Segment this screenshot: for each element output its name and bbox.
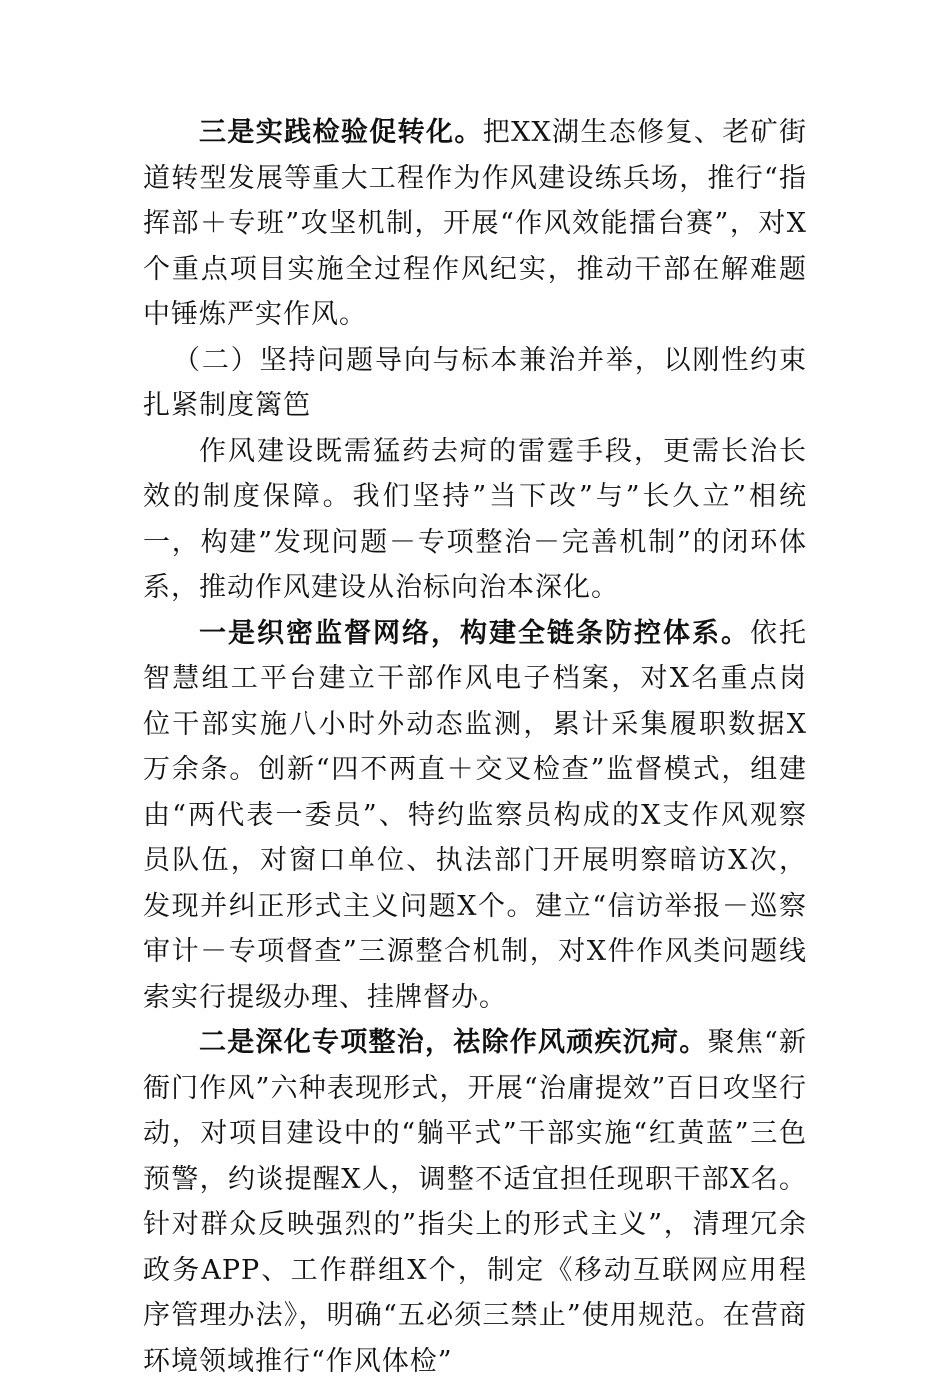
paragraph-lead-heading: 三是实践检验促转化。: [199, 117, 483, 148]
paragraph-intro-system: [143, 429, 807, 611]
paragraph-text: 聚焦“新衙门作风”六种表现形式，开展“治庸提效”百日攻坚行动，对项目建设中的“躺平式”干部实施“红黄蓝”三色预警，约谈提醒X人，调整不适宜担任现职干部X名。针对群众反映强烈的”指尖上的形式主义”，清理冗余政务APP、工作群组X个，制定《移动互联网应用程序管理办法》，明确“五必须三禁止”使用规范。在营商环境领域推行“作风体检”: [143, 1027, 807, 1377]
paragraph-practice-test: [143, 110, 807, 338]
document-body: [143, 110, 807, 1384]
section-heading-text: （二）坚持问题导向与标本兼治并举，以刚性约束扎紧制度篱笆: [143, 344, 807, 421]
paragraph-text: 把XX湖生态修复、老矿街道转型发展等重大工程作为作风建设练兵场，推行“指挥部＋专班”攻坚机制，开展“作风效能擂台赛”，对X个重点项目实施全过程作风纪实，推动干部在解难题中锤炼严实作风。: [143, 117, 807, 330]
paragraph-text: 作风建设既需猛药去疴的雷霆手段，更需长治长效的制度保障。我们坚持”当下改”与”长久立”相统一，构建”发现问题－专项整治－完善机制”的闭环体系，推动作风建设从治标向治本深化。: [143, 435, 807, 603]
paragraph-text: 依托智慧组工平台建立干部作风电子档案，对X名重点岗位干部实施八小时外动态监测，累计采集履职数据X万余条。创新“四不两直＋交叉检查”监督模式，组建由“两代表一委员”、特约监察员构成的X支作风观察员队伍，对窗口单位、执法部门开展明察暗访X次，发现并纠正形式主义问题X个。建立“信访举报－巡察审计－专项督查”三源整合机制，对X件作风类问题线索实行提级办理、挂牌督办。: [143, 617, 807, 1013]
paragraph-lead-heading: 二是深化专项整治，祛除作风顽疾沉疴。: [199, 1027, 708, 1058]
section-heading-problem-oriented: [143, 338, 807, 429]
paragraph-supervision-network: [143, 611, 807, 1021]
paragraph-special-rectification: [143, 1020, 807, 1384]
paragraph-lead-heading: 一是织密监督网络，构建全链条防控体系。: [199, 617, 750, 649]
